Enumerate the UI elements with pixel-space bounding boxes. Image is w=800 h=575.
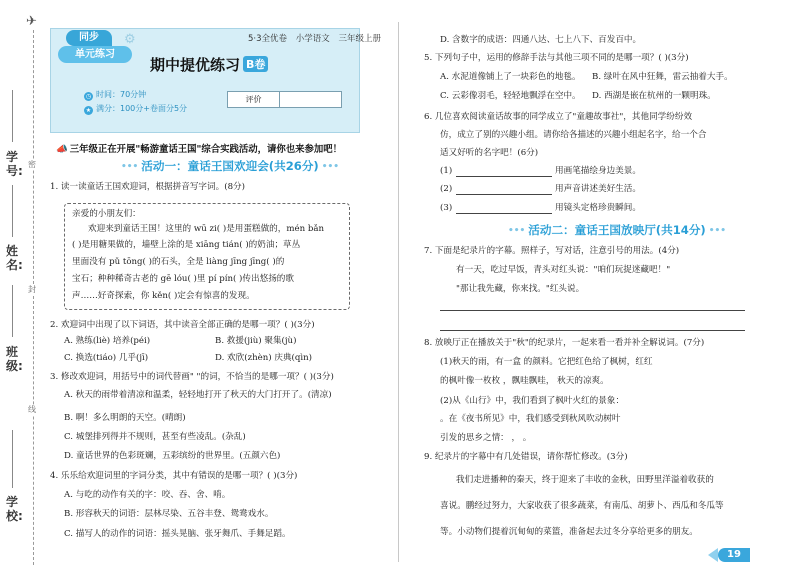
option-b[interactable]: B. 绿叶在风中狂舞，雷云抽着大手。 [592,72,733,82]
question-5-stem: 5. 下列句子中，运用的修辞手法与其他三项不同的是哪一项？( )(3分) [424,53,689,63]
q8-line: (2)从《山行》中，我们看到了枫叶火红的景象： [440,396,625,406]
student-id-label: 学号: [6,150,23,178]
subtitle-text-line: 我们走进播种的秦天，终于迎来了丰收的金秋，田野里洋溢着收获的 [456,475,714,485]
question-4-stem: 4. 乐乐给欢迎词里的字词分类，其中有错误的是哪一项？( )(3分) [50,471,298,481]
subtitle-text-line: 喜说。鹏经过努力，大家收获了很多蔬菜，有南瓜、胡萝卜、西瓜和冬瓜等 [440,501,724,511]
class-field[interactable] [12,285,13,337]
rocket-icon: ✈ [26,14,37,29]
answer-line[interactable] [440,310,745,311]
intro-line [56,141,342,155]
answer-line[interactable] [456,213,552,214]
evaluation-box[interactable] [227,91,342,108]
group-description: 用画笔描绘身边美景。 [555,166,641,176]
cut-mark: 线 [28,405,36,414]
question-6-line: 仿，成立了别的兴趣小组。请你给各描述的兴趣小组起名字，给一个合 [440,130,707,140]
variant-badge: B卷 [243,56,268,72]
gear-icon: ⚙ [124,32,136,47]
answer-line[interactable] [456,194,552,195]
clock-icon: ◷ [85,93,92,100]
activity1-title-text: 活动一：童话王国欢迎会(共26分) [141,159,319,173]
time-info [84,89,146,101]
cut-line [33,30,34,565]
q8-line: (1)秋天的雨，有一盒 的颜料。它把红色给了枫树，红红 [440,357,653,367]
series-name: 5·3全优卷 [248,34,288,44]
group-number: (3) [440,203,453,213]
letter-line: 里面没有 pǔ tōng( )的石头，全是 liàng jīng jīng( )的 [72,257,285,267]
option-d[interactable]: D. 童话世界的色彩斑斓，五彩缤纷的世界里。(五颜六色) [64,451,281,461]
letter-line: 欢迎来到童话王国！这里的 wū zi( )是用蛋糕做的，mén bǎn [88,224,325,234]
option-a[interactable]: A. 熟练(liè) 培养(péi) [64,336,151,346]
school-label: 学校: [6,495,23,523]
star-icon: ★ [85,107,92,114]
dots-icon: ••• [321,162,339,172]
option-a[interactable]: A. 秋天的雨带着清凉和温柔，轻轻地打开了秋天的大门打开了。(清凉) [64,390,332,400]
dots-icon: ••• [508,226,526,236]
group-description: 用镜头定格珍贵瞬间。 [555,203,641,213]
option-a[interactable]: A. 水泥道像铺上了一块彩色的地毯。 [440,72,581,82]
option-c[interactable]: C. 换选(tiáo) 几乎(jī) [64,353,149,363]
group-number: (1) [440,166,453,176]
option-b[interactable]: B. 啊！多么明朗的天空。(晴朗) [64,413,186,423]
letter-line: ( )是用糖果做的，墙壁上涂的是 xiāng tián( )的奶油；草丛 [72,240,301,250]
question-8-stem: 8. 放映厅正在播放关于"秋"的纪录片，一起来看一看并补全解说词。(7分) [424,338,705,348]
subtitle-line: "那让我先藏，你来找。"红头说。 [456,284,585,294]
title-text: 期中提优练习 [150,56,241,74]
intro-text: 三年级正在开展"畅游童话王国"综合实践活动，请你也来参加吧！ [69,144,342,155]
page-number: 19 [718,548,750,562]
dots-icon: ••• [121,162,139,172]
question-7-stem: 7. 下面是纪录片的字幕。照样子，写对话，注意引号的用法。(4分) [424,246,680,256]
grade: 三年级上册 [338,34,381,44]
score-info [84,103,187,115]
option-a[interactable]: A. 与吃的动作有关的字：咬、吞、舍、啃。 [64,490,231,500]
answer-line[interactable] [440,330,745,331]
subtitle-line: 有一天，吃过早饭，青头对红头说："咱们玩捉迷藏吧！" [456,265,671,275]
q8-line: 的枫叶像一枚枚 ，飘哇飘哇， 秋天的凉爽。 [440,376,609,386]
letter-line: 宝石；种种稀奇古老的 gē lóu( )里 pí pín( )传出悠扬的歌 [72,274,294,284]
option-d[interactable]: D. 西湖是嵌在杭州的一颗明珠。 [592,91,716,101]
option-c[interactable]: C. 云彩像羽毛，轻轻地飘浮在空中。 [440,91,581,101]
series-info [248,32,387,44]
page-number-decoration [708,548,718,562]
option-b[interactable]: B. 救援(jiù) 聚集(jù) [215,336,297,346]
question-1-stem: 1. 读一读童话王国欢迎词，根据拼音写字词。(8分) [50,182,245,192]
subtitle-text-line: 等。小动物们提着沉甸甸的菜篮，准备起去过冬分享给更多的朋友。 [440,527,698,537]
letter-line: 声……好奇探索，你 kěn( )定会有惊喜的发现。 [72,291,255,301]
question-9-stem: 9. 纪录片的字幕中有几处错误，请你帮忙修改。(3分) [424,452,628,462]
badge-line1: 同步 [66,30,112,46]
class-label: 班级: [6,345,23,373]
option-d[interactable]: D. 含数字的成语：四通八达、七上八下、百发百中。 [440,35,642,45]
activity1-title [118,158,342,174]
page-divider [398,22,399,562]
page-title [150,54,268,75]
binding-margin [0,0,52,575]
evaluation-label: 评价 [228,92,280,107]
name-label: 姓名: [6,244,23,272]
question-3-stem: 3. 修改欢迎词，用括号中的词代替画" "的词，不恰当的是哪一项？( )(3分) [50,372,334,382]
activity2-title-text: 活动二：童话王国放映厅(共14分) [528,223,706,237]
option-b[interactable]: B. 形容秋天的词语：层林尽染、五谷丰登、鸳鸯戏水。 [64,509,274,519]
option-d[interactable]: D. 欢欣(zhèn) 庆典(qìn) [215,353,313,363]
q8-line: 引发的思乡之情： ， 。 [440,433,532,443]
megaphone-icon: 📣 [56,144,68,155]
badge-line2: 单元练习 [58,46,132,63]
dots-icon: ••• [708,226,726,236]
q8-line: 。在《夜书所见》中，我们感受到秋风吹动树叶 [440,414,621,424]
answer-line[interactable] [456,176,552,177]
school-field[interactable] [12,430,13,488]
subject: 小学语文 [295,34,330,44]
student-id-field[interactable] [12,90,13,142]
name-field[interactable] [12,185,13,237]
question-6-line: 适又好听的名字吧！(6分) [440,148,539,158]
activity2-title [505,222,729,238]
option-c[interactable]: C. 城堡排列得并不规则，甚至有些凌乱。(杂乱) [64,432,246,442]
time-text: 时间：70分钟 [96,90,147,99]
question-6-line: 6. 几位喜欢阅读童话故事的同学成立了"童趣故事社"，其他同学纷纷效 [424,112,693,122]
group-description: 用声音讲述美好生活。 [555,184,641,194]
cut-mark: 密 [28,160,36,169]
cut-mark: 封 [28,285,36,294]
letter-line: 亲爱的小朋友们： [72,209,141,219]
score-text: 满分：100分+卷面分5分 [96,104,188,113]
unit-badge [58,30,158,64]
group-number: (2) [440,184,453,194]
question-2-stem: 2. 欢迎词中出现了以下词语，其中读音全部正确的是哪一项？( )(3分) [50,320,315,330]
option-c[interactable]: C. 描写人的动作的词语：摇头晃脑、张牙舞爪、手舞足蹈。 [64,529,291,539]
